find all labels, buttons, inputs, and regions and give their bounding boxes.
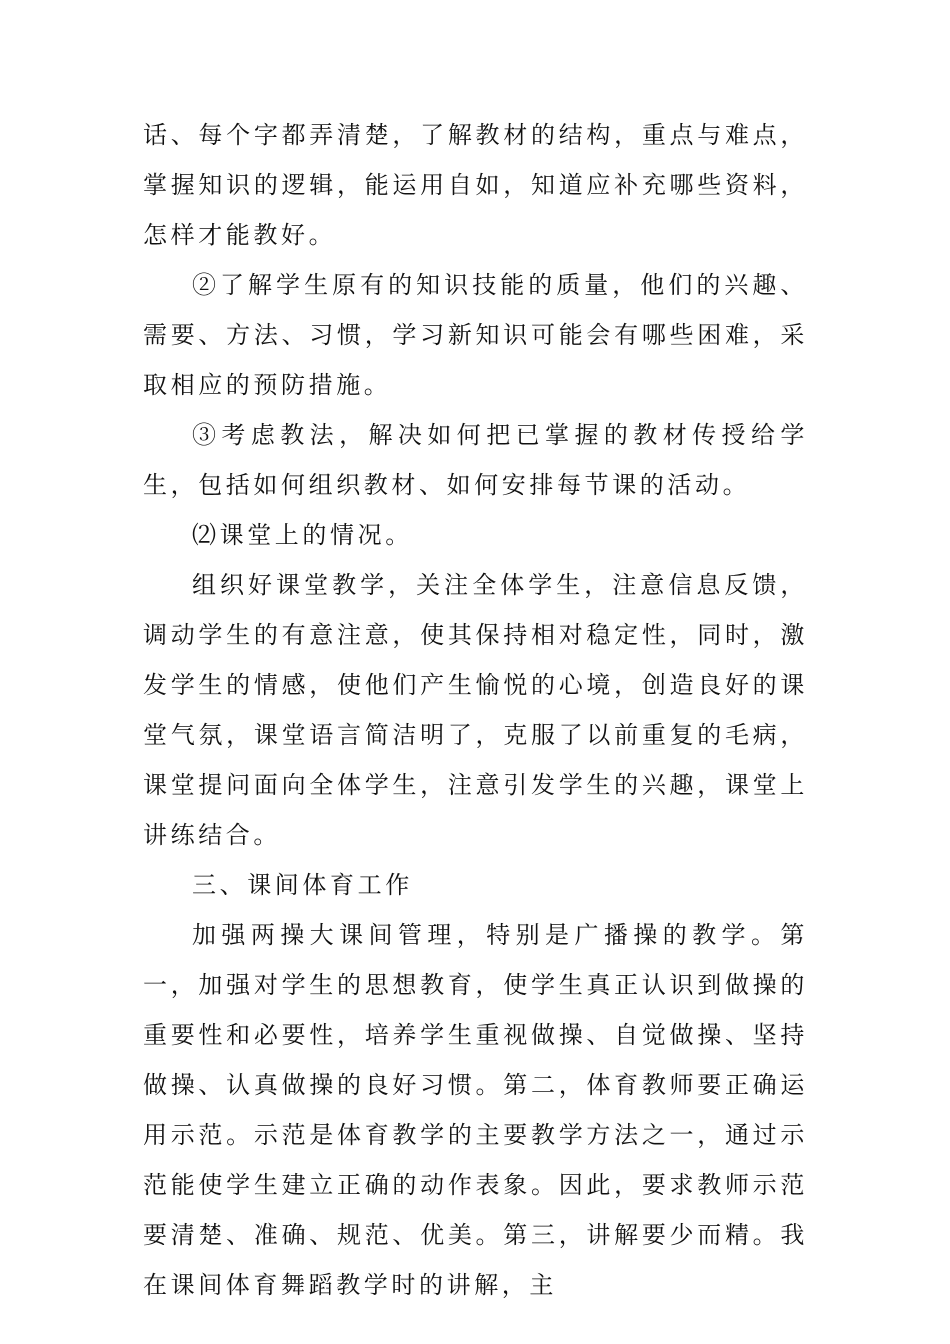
document-body [143, 110, 808, 1310]
subheading-classroom: ⑵课堂上的情况。 [192, 521, 413, 549]
section-heading-pe: 三、课间体育工作 [192, 871, 413, 899]
paragraph-item-2: ②了解学生原有的知识技能的质量，他们的兴趣、需要、方法、习惯，学习新知识可能会有哪些困难，采取相应的预防措施。 [143, 271, 808, 399]
paragraph-continued: 话、每个字都弄清楚，了解教材的结构，重点与难点，掌握知识的逻辑，能运用自如，知道应补充哪些资料，怎样才能教好。 [143, 121, 808, 249]
paragraph-pe: 加强两操大课间管理，特别是广播操的教学。第一，加强对学生的思想教育，使学生真正认识到做操的重要性和必要性，培养学生重视做操、自觉做操、坚持做操、认真做操的良好习惯。第二，体育教师要正确运用示范。示范是体育教学的主要教学方法之一，通过示范能使学生建立正确的动作表象。因此，要求教师示范要清楚、准确、规范、优美。第三，讲解要少而精。我在课间体育舞蹈教学时的讲解，主 [143, 921, 808, 1299]
paragraph-classroom: 组织好课堂教学，关注全体学生，注意信息反馈，调动学生的有意注意，使其保持相对稳定性，同时，激发学生的情感，使他们产生愉悦的心境，创造良好的课堂气氛，课堂语言简洁明了，克服了以前重复的毛病，课堂提问面向全体学生，注意引发学生的兴趣，课堂上讲练结合。 [143, 571, 808, 849]
paragraph-item-3: ③考虑教法，解决如何把已掌握的教材传授给学生，包括如何组织教材、如何安排每节课的活动。 [143, 421, 808, 499]
